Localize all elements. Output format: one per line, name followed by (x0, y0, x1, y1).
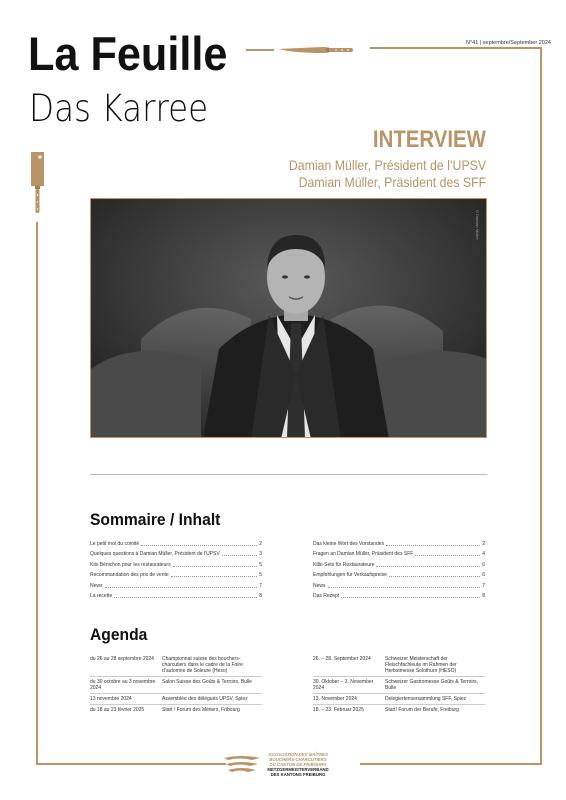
issue-number: N°41 | septembre/September 2024 (466, 40, 551, 46)
agenda-row: du 18 au 23 février 2025 Start ! Forum des Métiers, Fribourg (90, 704, 262, 715)
knife-icon (276, 44, 354, 56)
portrait-photo (90, 198, 487, 438)
toc-item[interactable]: Empfehlungen für Verkaufspreise 6 (313, 572, 485, 578)
frame-top-right (370, 47, 542, 49)
toc-item[interactable]: Fragen an Damian Müller, Präsident des SFF 4 (313, 551, 485, 557)
feature-line-fr: Damian Müller, Président de l’UPSV (288, 157, 486, 173)
feature-line-de: Damian Müller, Präsident des SFF (298, 174, 486, 190)
toc-item[interactable]: Kilbi-Sets für Restaurateure 6 (313, 561, 485, 568)
portrait-illustration (91, 199, 487, 438)
frame-top-left (246, 49, 274, 51)
toc-fr (90, 536, 262, 599)
toc-item[interactable]: Das kleine Wort des Vorstandes 2 (313, 540, 485, 547)
frame-left (36, 222, 38, 765)
association-logo-text: ASSOCIATION DES MAÎTRES BOUCHERS-CHARCUTIERS DU CANTON DE FRIBOURG METZGERMEISTERVERBAND DES KANTONS FREIBURG (267, 752, 329, 777)
toc-item[interactable]: News 7 (313, 582, 485, 589)
agenda-heading: Agenda (90, 625, 148, 644)
agenda-row: 26. – 28. September 2024 Schweizer Meisterschaft der Fleischfachleute im Rahmen der Herbstmesse Solothurn (HESO) (313, 656, 457, 674)
agenda-row: 13 novembre 2024 Assemblée des délégués UPSV, Spiez (90, 693, 262, 704)
frame-bottom-left (36, 763, 226, 765)
agenda-row: du 30 octobre au 3 novembre 2024 Salon Suisse des Goûts & Terroirs, Bulle (90, 676, 262, 693)
toc-item[interactable]: La recette 8 (90, 593, 262, 599)
agenda-de (313, 654, 485, 715)
masthead-subtitle: Das Karree (29, 87, 209, 130)
feature-kicker: INTERVIEW (373, 126, 486, 153)
agenda-row: 13. November 2024 Delegiertenversammlung SFF, Spiez (313, 693, 485, 704)
agenda-row: du 26 au 28 septembre 2024 Championnat suisse des bouchers-charcutiers dans le cadre de la Foire d’automne de Soleure (Heso) (90, 656, 243, 674)
masthead-title: La Feuille (28, 27, 228, 80)
cleaver-icon (29, 152, 46, 214)
toc-item[interactable]: Quelques questions à Damian Müller, Président de l’UPSV 3 (90, 551, 262, 557)
association-logo-icon (222, 754, 262, 774)
toc-item[interactable]: Das Rezept 8 (313, 593, 485, 599)
toc-item[interactable]: News 7 (90, 582, 262, 589)
agenda-row: 30. Oktober – 3. November 2024 Schweizer Gastromesse Goûts & Terroirs, Bulle (313, 676, 485, 693)
section-divider (90, 474, 487, 475)
frame-bottom-right (360, 763, 542, 765)
frame-right (540, 47, 542, 765)
toc-item[interactable]: Le petit mot du comité 2 (90, 540, 262, 547)
toc-de (313, 536, 485, 599)
agenda-fr (90, 654, 262, 715)
toc-item[interactable]: Recommandation des prix de vente 5 (90, 572, 262, 578)
photo-credit: ©Damian Müller (475, 209, 480, 240)
agenda-row: 18. – 23. Februar 2025 Start! Forum der Berufe, Freiburg (313, 704, 485, 715)
toc-item[interactable]: Kits Bénichon pour les restaurateurs 5 (90, 561, 262, 568)
toc-heading: Sommaire / Inhalt (90, 510, 221, 529)
